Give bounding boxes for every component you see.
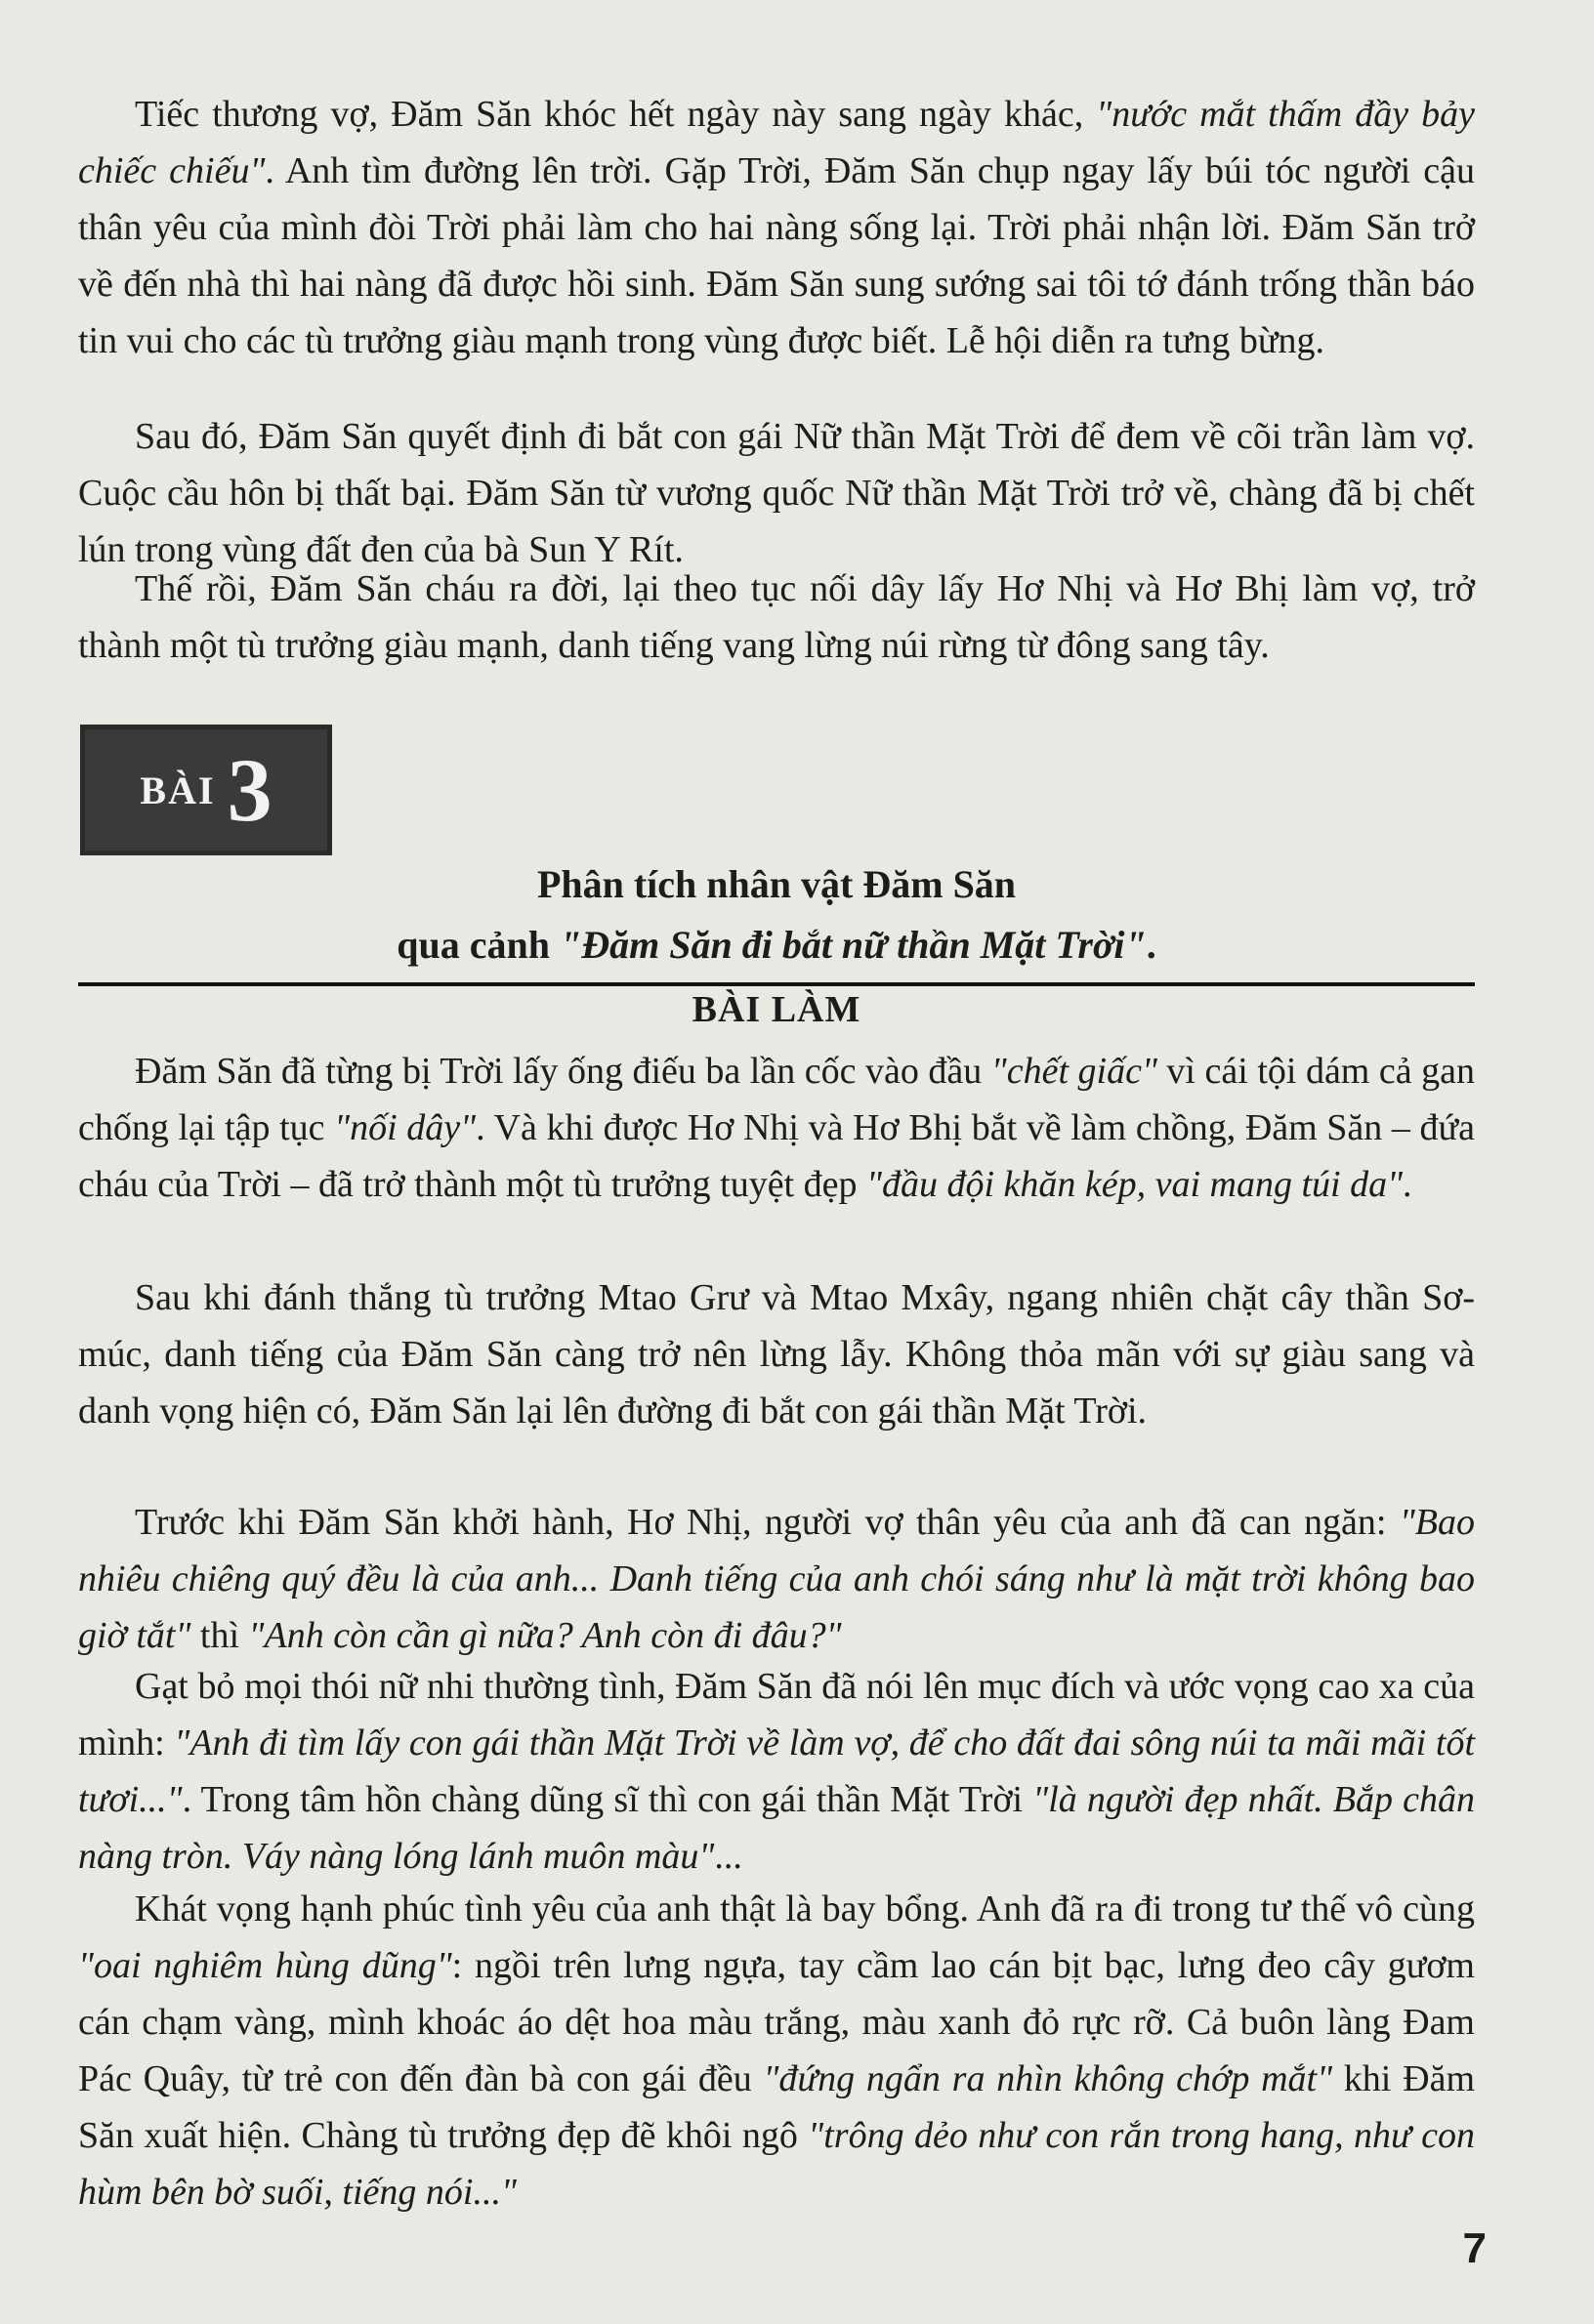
top-paragraph-2: Sau đó, Đăm Săn quyết định đi bắt con gái Nữ thần Mặt Trời để đem về cõi trần làm vợ. Cuộc cầu hôn bị thất bại. Đăm Săn từ vương quốc Nữ thần Mặt Trời trở về, chàng đã bị chết lún trong vùng đất đen của bà Sun Y Rít. — [78, 416, 1475, 570]
lesson-badge-number: 3 — [227, 740, 273, 840]
essay-paragraph-4: Gạt bỏ mọi thói nữ nhi thường tình, Đăm Săn đã nói lên mục đích và ước vọng cao xa của mình: "Anh đi tìm lấy con gái thần Mặt Trời về làm vợ, để cho đất đai sông núi ta mãi mãi tốt tươi...". Trong tâm hồn chàng dũng sĩ thì con gái thần Mặt Trời "là người đẹp nhất. Bắp chân nàng tròn. Váy nàng lóng lánh muôn màu"... — [78, 1666, 1475, 1877]
essay-paragraph-3: Trước khi Đăm Săn khởi hành, Hơ Nhị, người vợ thân yêu của anh đã can ngăn: "Bao nhiêu chiêng quý đều là của anh... Danh tiếng của anh chói sáng như là mặt trời không bao giờ tắt" thì "Anh còn cần gì nữa? Anh còn đi đâu?" — [78, 1502, 1475, 1656]
essay-paragraph-5: Khát vọng hạnh phúc tình yêu của anh thật là bay bổng. Anh đã ra đi trong tư thế vô cùng "oai nghiêm hùng dũng": ngồi trên lưng ngựa, tay cầm lao cán bịt bạc, lưng đeo cây gươm cán chạm vàng, mình khoác áo dệt hoa màu trắng, màu xanh đỏ rực rỡ. Cả buôn làng Đam Pác Quây, từ trẻ con đến đàn bà con gái đều "đứng ngẩn ra nhìn không chớp mắt" khi Đăm Săn xuất hiện. Chàng tù trưởng đẹp đẽ khôi ngô "trông dẻo như con rắn trong hang, như con hùm bên bờ suối, tiếng nói..." — [78, 1888, 1476, 2213]
essay-heading: BÀI LÀM — [692, 989, 861, 1030]
lesson-title-line2: qua cảnh "Đăm Săn đi bắt nữ thần Mặt Trời". — [397, 923, 1156, 967]
page-number: 7 — [1462, 2224, 1487, 2272]
lesson-badge-label: BÀI — [140, 768, 216, 812]
lesson-title-line1: Phân tích nhân vật Đăm Săn — [536, 862, 1017, 906]
title-divider — [78, 982, 1475, 986]
lesson-badge — [80, 725, 332, 855]
top-paragraph-1: Tiếc thương vợ, Đăm Săn khóc hết ngày này sang ngày khác, "nước mắt thấm đầy bảy chiếc chiếu". Anh tìm đường lên trời. Gặp Trời, Đăm Săn chụp ngay lấy búi tóc người cậu thân yêu của mình đòi Trời phải làm cho hai nàng sống lại. Trời phải nhận lời. Đăm Săn trở về đến nhà thì hai nàng đã được hồi sinh. Đăm Săn sung sướng sai tôi tớ đánh trống thần báo tin vui cho các tù trưởng giàu mạnh trong vùng được biết. Lễ hội diễn ra tưng bừng. — [78, 94, 1476, 361]
essay-paragraph-1: Đăm Săn đã từng bị Trời lấy ống điếu ba lần cốc vào đầu "chết giấc" vì cái tội dám cả gan chống lại tập tục "nối dây". Và khi được Hơ Nhị và Hơ Bhị bắt về làm chồng, Đăm Săn – đứa cháu của Trời – đã trở thành một tù trưởng tuyệt đẹp "đầu đội khăn kép, vai mang túi da". — [78, 1051, 1475, 1205]
essay-paragraph-2: Sau khi đánh thắng tù trưởng Mtao Grư và Mtao Mxây, ngang nhiên chặt cây thần Sơ-múc, danh tiếng của Đăm Săn càng trở nên lừng lẫy. Không thỏa mãn với sự giàu sang và danh vọng hiện có, Đăm Săn lại lên đường đi bắt con gái thần Mặt Trời. — [78, 1277, 1475, 1432]
top-paragraph-3: Thế rồi, Đăm Săn cháu ra đời, lại theo tục nối dây lấy Hơ Nhị và Hơ Bhị làm vợ, trở thành một tù trưởng giàu mạnh, danh tiếng vang lừng núi rừng từ đông sang tây. — [78, 568, 1475, 666]
